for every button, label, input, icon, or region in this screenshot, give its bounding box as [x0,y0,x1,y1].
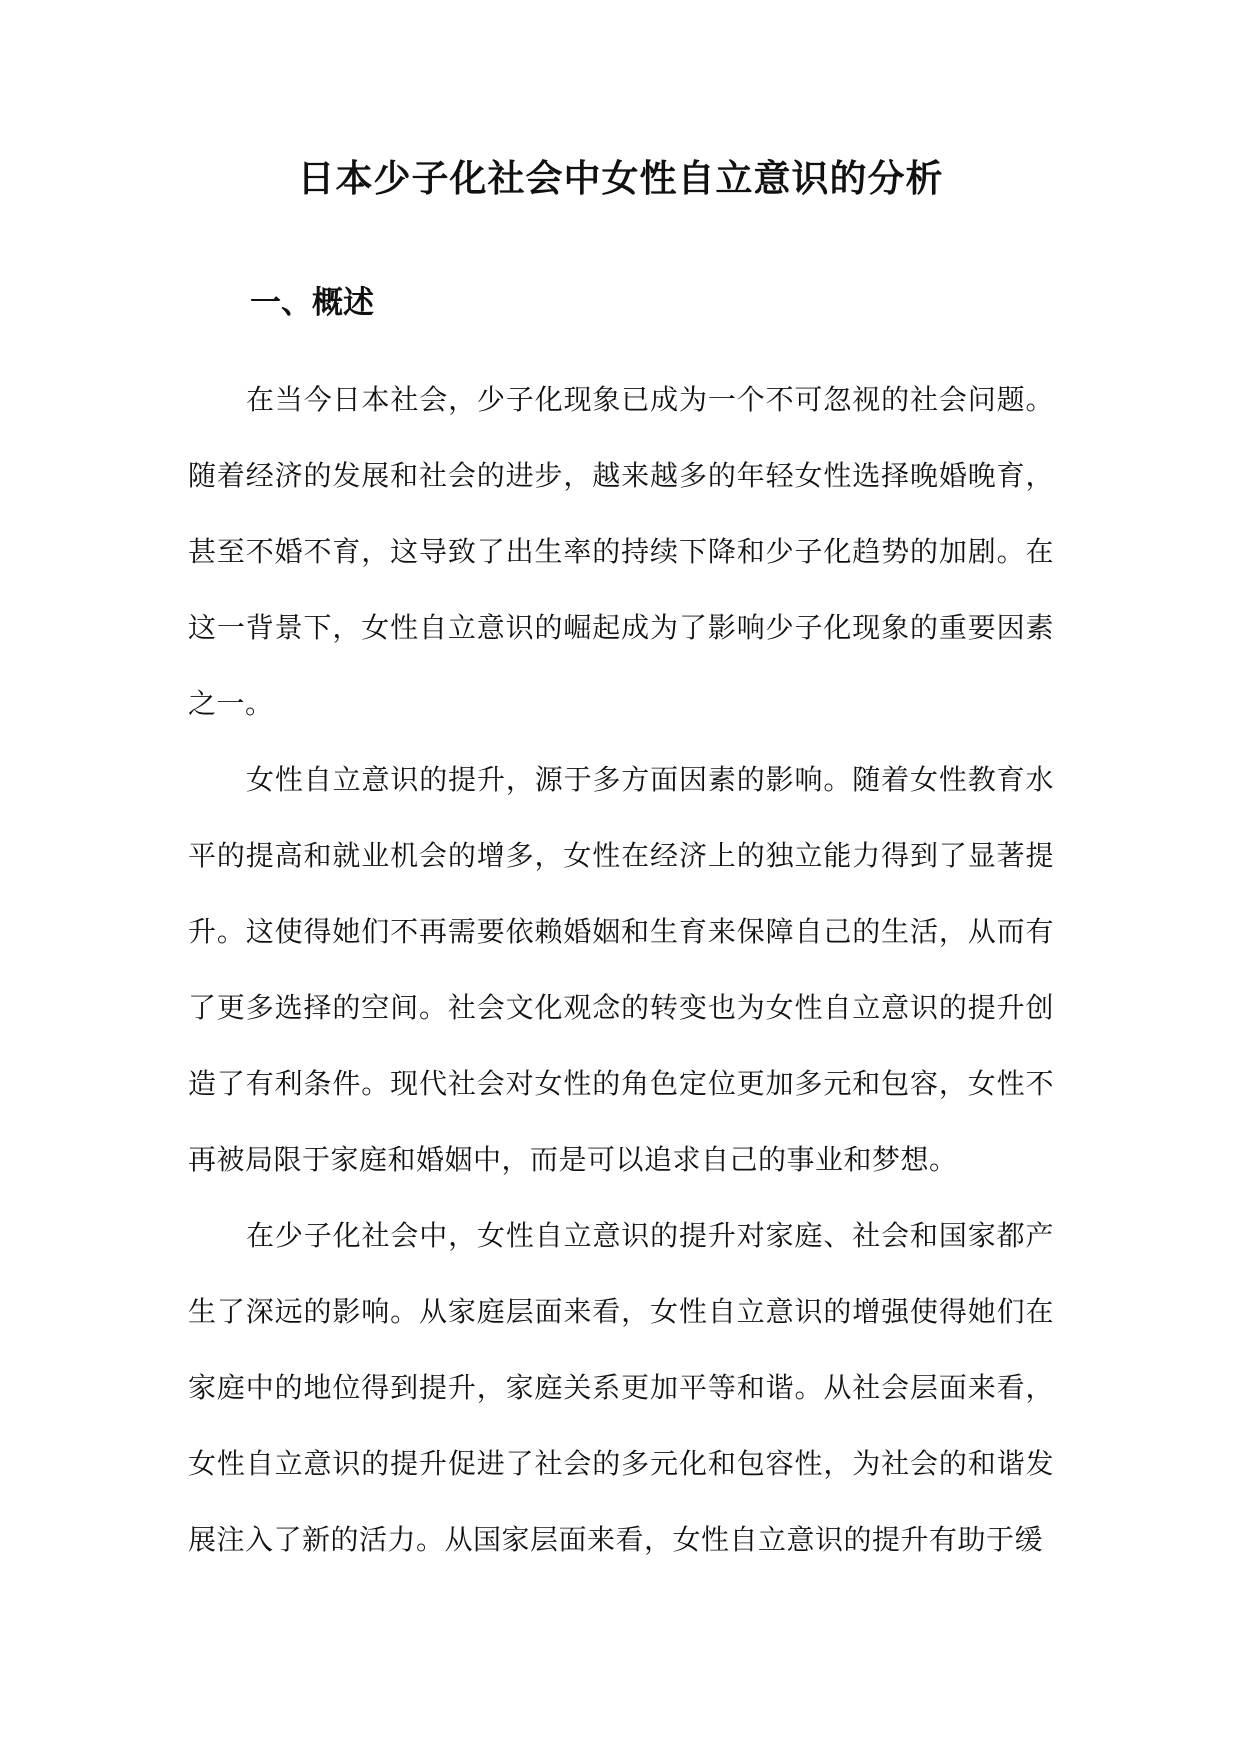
section-body [188,362,1054,1578]
document-title: 日本少子化社会中女性自立意识的分析 [297,156,944,200]
paragraph-1: 在当今日本社会，少子化现象已成为一个不可忽视的社会问题。随着经济的发展和社会的进步，越来越多的年轻女性选择晚婚晚育，甚至不婚不育，这导致了出生率的持续下降和少子化趋势的加剧。在这一背景下，女性自立意识的崛起成为了影响少子化现象的重要因素之一。 [188,383,1054,720]
paragraph-3: 在少子化社会中，女性自立意识的提升对家庭、社会和国家都产生了深远的影响。从家庭层面来看，女性自立意识的增强使得她们在家庭中的地位得到提升，家庭关系更加平等和谐。从社会层面来看，女性自立意识的提升促进了社会的多元化和包容性，为社会的和谐发展注入了新的活力。从国家层面来看，女性自立意识的提升有助于缓 [188,1219,1054,1556]
paragraph-2: 女性自立意识的提升，源于多方面因素的影响。随着女性教育水平的提高和就业机会的增多，女性在经济上的独立能力得到了显著提升。这使得她们不再需要依赖婚姻和生育来保障自己的生活，从而有了更多选择的空间。社会文化观念的转变也为女性自立意识的提升创造了有利条件。现代社会对女性的角色定位更加多元和包容，女性不再被局限于家庭和婚姻中，而是可以追求自己的事业和梦想。 [188,763,1054,1176]
section-heading-overview: 一、概述 [250,285,374,321]
